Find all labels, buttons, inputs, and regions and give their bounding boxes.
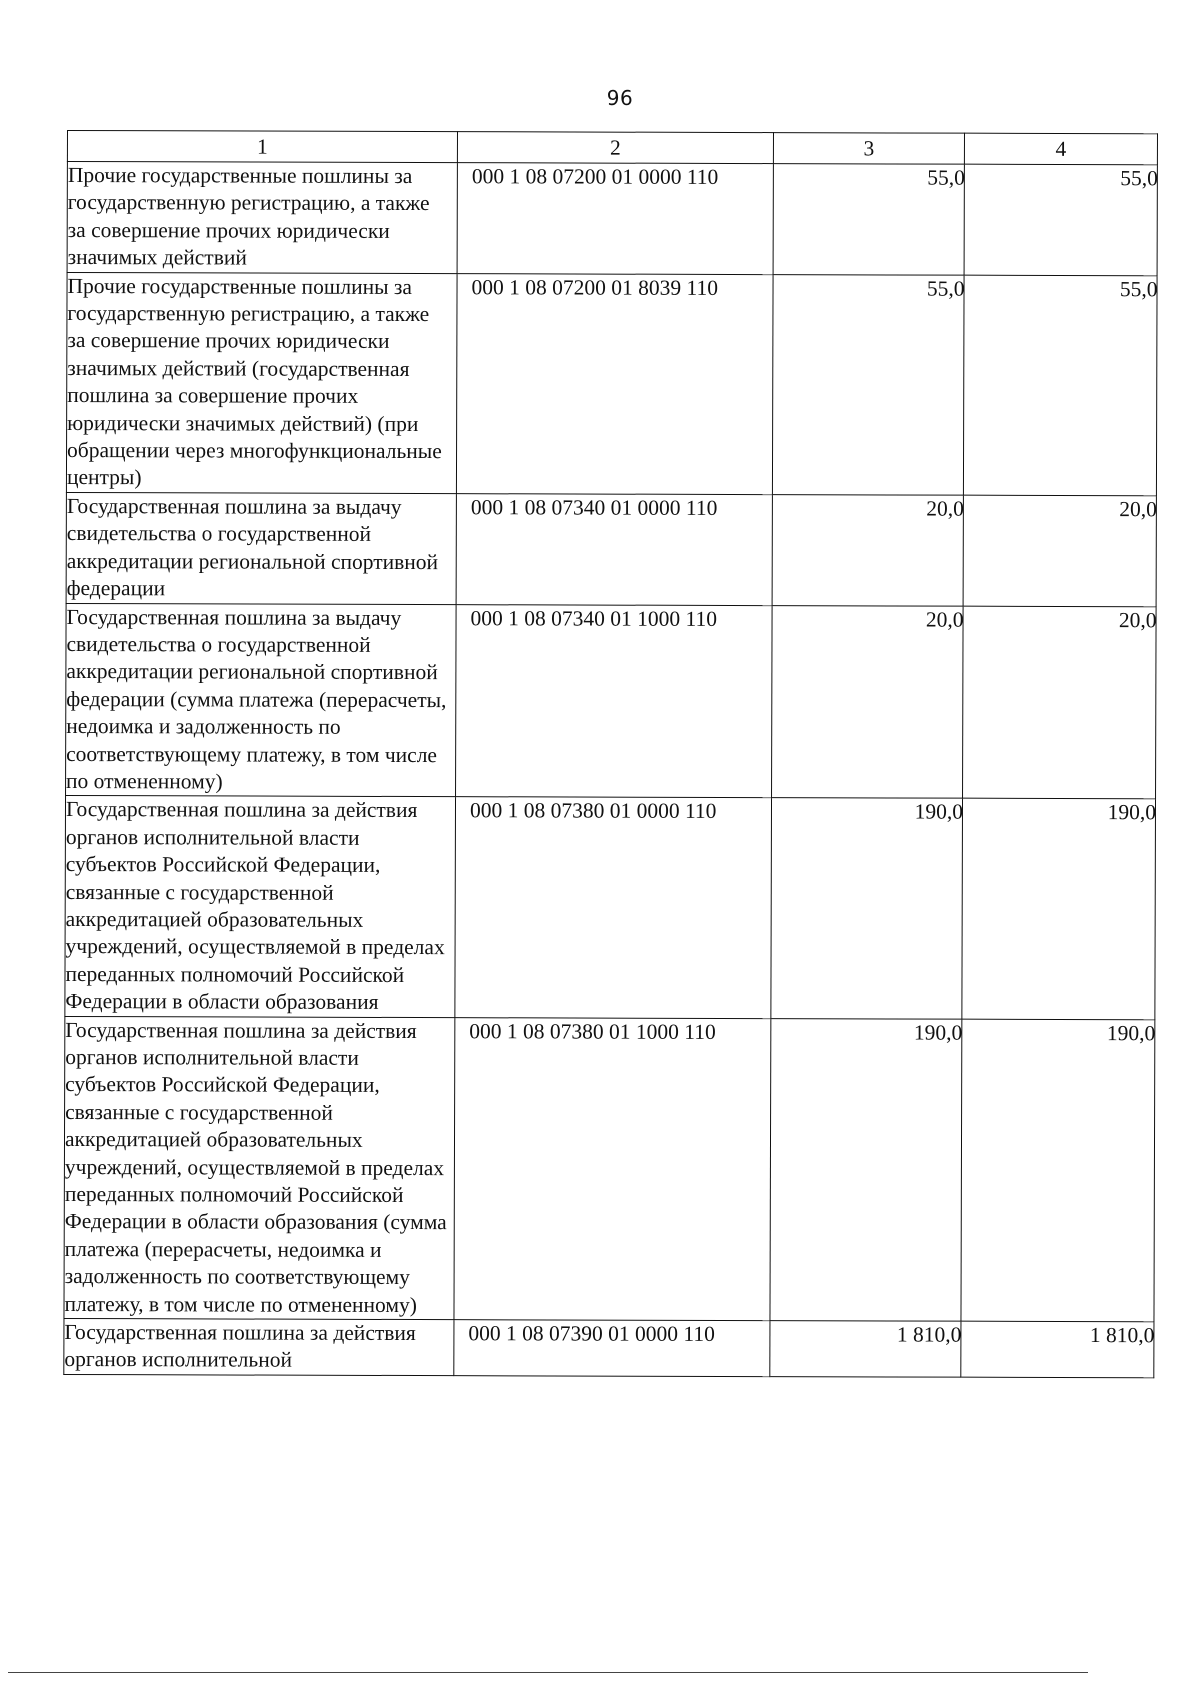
table-body <box>64 162 1158 1378</box>
row-name: Государственная пошлина за выдачу свидетельства о государственной аккредитации региональной спортивной федерации <box>66 492 456 604</box>
row-name: Государственная пошлина за действия органов исполнительной власти субъектов Российской Федерации, связанные с государственной аккредитацией образовательных учреждений, осуществляемой в пределах переданных полномочий Российской Федерации в области образования (сумма платежа (перерасчеты, недоимка и задолженность по соответствующему платежу, в том числе по отмененному) <box>64 1016 455 1320</box>
column-2-header: 2 <box>457 132 773 164</box>
row-value-col3: 20,0 <box>926 496 964 521</box>
row-value-col4: 1 810,0 <box>1089 1323 1155 1348</box>
row-value-col4: 190,0 <box>1106 1020 1156 1045</box>
row-name: Государственная пошлина за действия органов исполнительной <box>64 1319 454 1376</box>
table-row <box>65 796 1156 1019</box>
row-name: Прочие государственные пошлины за государственную регистрацию, а также за совершение прочих юридически значимых действий <box>67 162 457 274</box>
row-value-col4: 55,0 <box>1120 166 1158 191</box>
revenue-table <box>63 130 1158 1378</box>
table-row <box>64 1016 1155 1322</box>
row-code: 000 1 08 07380 01 1000 110 <box>454 1017 771 1320</box>
table-row <box>66 603 1157 799</box>
column-1-header: 1 <box>67 131 457 163</box>
column-3-header: 3 <box>773 133 964 165</box>
table-row <box>66 272 1157 495</box>
row-value-col4: 55,0 <box>1119 276 1158 301</box>
row-value-col3: 190,0 <box>914 799 964 825</box>
header-row <box>67 131 1157 165</box>
row-value-col3: 1 810,0 <box>896 1322 962 1347</box>
row-value-col3: 20,0 <box>925 607 964 632</box>
row-value-col4: 190,0 <box>1107 800 1157 825</box>
row-code: 000 1 08 07200 01 8039 110 <box>456 273 773 494</box>
column-4-header: 4 <box>964 133 1157 165</box>
page-number: 96 <box>606 86 634 110</box>
row-value-col3: 55,0 <box>926 276 965 301</box>
row-value-col4: 20,0 <box>1119 496 1157 522</box>
page-bottom-rule <box>8 1672 1088 1673</box>
row-name: Государственная пошлина за действия органов исполнительной власти субъектов Российской Федерации, связанные с государственной аккредитацией образовательных учреждений, осуществляемой в пределах переданных полномочий Российской Федерации в области образования <box>65 796 456 1017</box>
table-row <box>64 1319 1154 1378</box>
row-code: 000 1 08 07200 01 0000 110 <box>457 163 773 275</box>
row-value-col3: 55,0 <box>927 165 965 190</box>
row-name: Прочие государственные пошлины за государственную регистрацию, а также за совершение прочих юридически значимых действий (государственная пошлина за совершение прочих юридически значимых действий) (при обращении через многофункциональные центры) <box>66 272 457 493</box>
row-code: 000 1 08 07390 01 0000 110 <box>454 1320 770 1377</box>
table-row <box>66 492 1156 606</box>
row-value-col4: 20,0 <box>1118 607 1157 632</box>
table-row <box>67 162 1157 276</box>
table-header <box>67 131 1157 165</box>
row-code: 000 1 08 07340 01 1000 110 <box>456 604 773 798</box>
row-name: Государственная пошлина за выдачу свидетельства о государственной аккредитации региональной спортивной федерации (сумма платежа (перерасчеты, недоимка и задолженность по соответствующему платежу, в том числе по отмененному) <box>66 603 457 797</box>
row-code: 000 1 08 07380 01 0000 110 <box>455 797 772 1018</box>
row-value-col3: 190,0 <box>913 1020 963 1045</box>
row-code: 000 1 08 07340 01 0000 110 <box>456 494 772 606</box>
